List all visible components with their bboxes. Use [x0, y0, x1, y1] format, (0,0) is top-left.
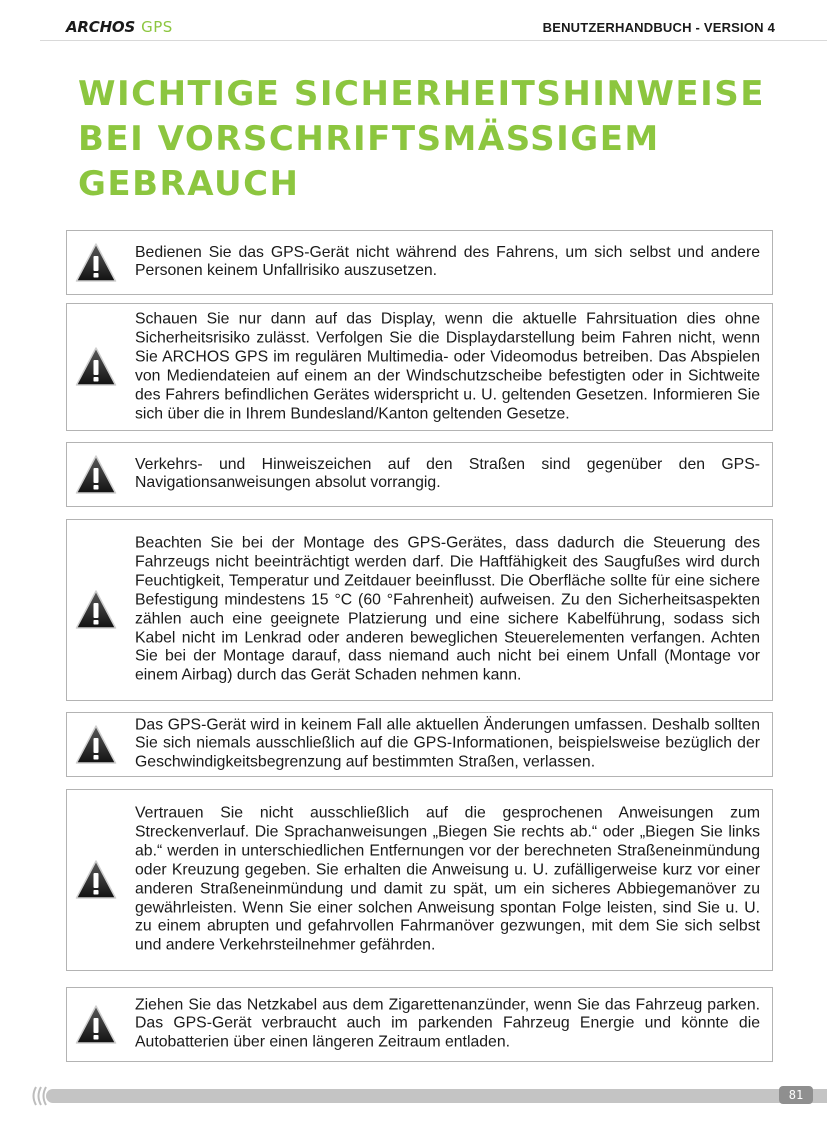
brand-logo: [66, 18, 173, 36]
notice-text: Beachten Sie bei der Montage des GPS-Gerätes, dass dadurch die Steuerung des Fahrzeugs nicht beeinträchtigt werden darf. Die Haftfähigkeit des Saugfußes wird durch Feuchtigkeit, Temperatur und Zeitdauer beeinflusst. Die Oberfläche sollte für eine sichere Befestigung mindestens 15 °C (60 °Fahrenheit) aufweisen. Zu den Sicherheitsaspekten zählen auch eine geeignete Platzierung und eine sichere Kabelführung, sodass sich Kabel nicht im Lenkrad oder anderen beweglichen Steuerelementen verfangen. Achten Sie bei der Montage darauf, dass niemand auch nicht bei einem Unfall (Montage vor einem Airbag) durch das Gerät Schaden nehmen kann.: [135, 534, 760, 684]
warning-triangle-icon: [74, 723, 118, 767]
warning-triangle-icon: [74, 858, 118, 902]
notice-text: Bedienen Sie das GPS-Gerät nicht während des Fahrens, um sich selbst und andere Personen keinem Unfallrisiko auszusetzen.: [135, 243, 760, 280]
warning-triangle-icon: [74, 1003, 118, 1047]
document-title: BENUTZERHANDBUCH - VERSION 4: [542, 20, 775, 35]
warning-triangle-icon: [74, 453, 118, 497]
warning-triangle-icon: [74, 241, 118, 285]
safety-notice: [66, 230, 773, 295]
safety-notice: [66, 519, 773, 701]
page-number: 81: [779, 1086, 813, 1104]
title-line: GEBRAUCH: [78, 164, 300, 204]
safety-notice: [66, 712, 773, 777]
page-title: [78, 72, 798, 207]
footer-bar: [46, 1089, 827, 1103]
brand-name: ARCHOS: [66, 18, 136, 36]
notice-text: Ziehen Sie das Netzkabel aus dem Zigarettenanzünder, wenn Sie das Fahrzeug parken. Das GPS-Gerät verbraucht auch im parkenden Fahrzeug Energie und könnte die Autobatterien über einen längeren Zeitraum entladen.: [135, 996, 760, 1051]
page-header: [66, 18, 775, 40]
warning-triangle-icon: [74, 588, 118, 632]
notice-text: Verkehrs- und Hinweiszeichen auf den Straßen sind gegenüber den GPS-Navigationsanweisungen absolut vorrangig.: [135, 455, 760, 492]
notice-text: Schauen Sie nur dann auf das Display, wenn die aktuelle Fahrsituation dies ohne Sicherheitsrisiko zulässt. Verfolgen Sie die Displaydarstellung beim Fahren nicht, wenn Sie ARCHOS GPS im regulären Multimedia- oder Videomodus betreiben. Das Abspielen von Mediendateien auf einem an der Windschutzscheibe befestigten oder in Sichtweite des Fahrers befindlichen Gerätes widerspricht u. U. geltenden Gesetzen. Informieren Sie sich über die in Ihrem Bundesland/Kanton geltenden Gesetze.: [135, 310, 760, 422]
title-line: BEI VORSCHRIFTSMÄSSIGEM: [78, 119, 660, 159]
title-line: WICHTIGE SICHERHEITSHINWEISE: [78, 74, 765, 114]
safety-notice: [66, 442, 773, 507]
safety-notice: [66, 987, 773, 1062]
safety-notice: [66, 789, 773, 971]
brand-product: GPS: [141, 18, 173, 36]
notice-text: Vertrauen Sie nicht ausschließlich auf die gesprochenen Anweisungen zum Streckenverlauf. Die Sprachanweisungen „Biegen Sie rechts ab.“ oder „Biegen Sie links ab.“ werden in unterschiedlichen Entfernungen vor der berechneten Straßeneinmündung oder Kreuzung gegeben. Sie erhalten die Anweisung u. U. zufälligerweise kurz vor einer anderen Straßeneinmündung und damit zu spät, um ein sicheres Abbiegemanöver zu gewährleisten. Wenn Sie einer solchen Anweisung spontan Folge leisten, sind Sie u. U. zu einem abrupten und gefahrvollen Fahrmanöver gezwungen, mit dem Sie sich selbst und andere Verkehrsteilnehmer gefährden.: [135, 804, 760, 954]
warning-triangle-icon: [74, 345, 118, 389]
notice-text: Das GPS-Gerät wird in keinem Fall alle aktuellen Änderungen umfassen. Deshalb sollten Sie sich niemals ausschließlich auf die GPS-Informationen, beispielsweise bezüglich der Geschwindigkeitsbegrenzung auf bestimmten Straßen, verlassen.: [135, 716, 760, 771]
header-divider: [40, 40, 827, 41]
safety-notice: [66, 303, 773, 431]
